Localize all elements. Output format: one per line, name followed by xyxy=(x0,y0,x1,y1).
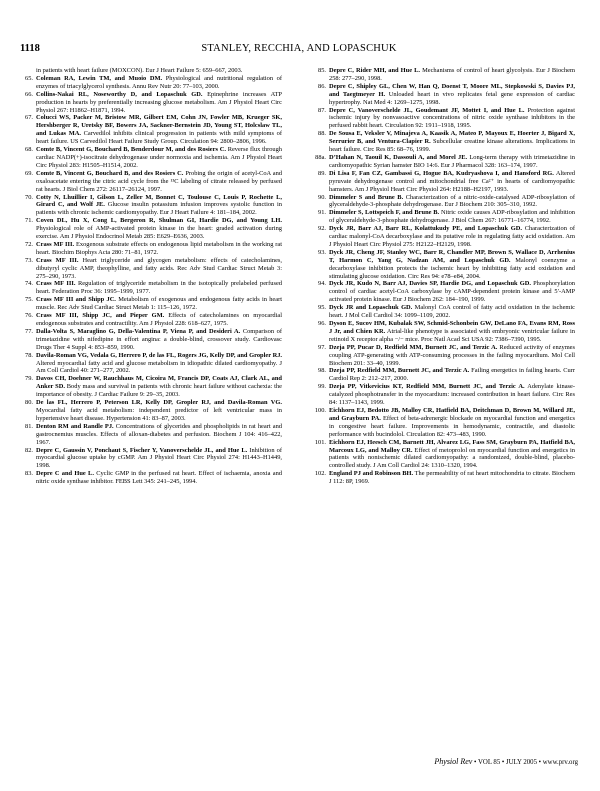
page-number: 1118 xyxy=(20,43,40,54)
reference-number: 100. xyxy=(314,406,326,414)
reference-authors: Depre C and Hue L. xyxy=(36,470,94,478)
reference-number: 88. xyxy=(318,130,326,138)
reference-authors: Di Lisa F, Fan CZ, Gambassi G, Hogue BA, Kudryashova I, and Hansford RG. xyxy=(329,169,554,177)
references-right-column xyxy=(313,67,575,486)
reference-number: 97. xyxy=(318,343,326,351)
reference-item xyxy=(313,170,575,194)
reference-citation: Atrial-like phenotype is associated with embryonic ventricular failure in retinoid X receptor alpha −/− mice. Proc Natl Acad Sci USA 92: 7386–7390, 1995. xyxy=(329,327,575,343)
reference-citation: Reduced activity of enzymes coupling ATP-generating with ATP-consuming processes in the failing myocardium. Mol Cell Biochem 201: 33–40, 1999. xyxy=(329,343,575,367)
reference-authors: Dyck JR, Kudo N, Barr AJ, Davies SP, Hardie DG, and Lopaschuk GD. xyxy=(329,280,531,288)
reference-number: 98. xyxy=(318,367,326,375)
reference-citation: Metabolism of exogenous and endogenous fatty acids in heart muscle. Rec Adv Stud Cardiac Struct Metab 1: 115–126, 1972. xyxy=(36,296,282,312)
reference-authors: Dimmeler S, Lottspeich F, and Brune B. xyxy=(329,209,440,217)
reference-item xyxy=(313,407,575,439)
reference-number: 69. xyxy=(25,169,33,177)
reference-authors: D’Hahan N, Taouil K, Dassouli A, and Morel JE. xyxy=(329,153,468,161)
reference-citation: Probing the origin of acetyl-CoA and oxaloacetate entering the citric acid cycle from the ¹³C labeling of citrate released by perfused rat hearts. J Biol Chem 272: 26117–26124, 1997. xyxy=(36,169,282,193)
reference-number: 94. xyxy=(318,280,326,288)
reference-citation: Characterization of cardiac malonyl-CoA decarboxylase and its putative role in regulating fatty acid oxidation. Am J Physiol Heart Circ Physiol 275: H2122–H2129, 1998. xyxy=(329,225,575,248)
reference-item xyxy=(20,241,282,257)
reference-item xyxy=(20,375,282,399)
reference-item xyxy=(20,470,282,486)
running-title: STANLEY, RECCHIA, AND LOPASCHUK xyxy=(201,43,397,54)
reference-item xyxy=(313,320,575,344)
reference-item xyxy=(313,470,575,486)
reference-authors: Eichhorn EJ, Bedotto JB, Malloy CR, Hatfield BA, Deitchman D, Brown M, Willard JE, and Grayburn PA. xyxy=(329,406,575,422)
reference-authors: Dyson E, Sucov HM, Kubalak SW, Schmid-Schonbein GW, DeLano FA, Evans RM, Ross J Jr, and Chien KR. xyxy=(329,320,575,335)
reference-authors: Crass MF III and Shipp JC. xyxy=(36,296,116,304)
reference-item xyxy=(20,146,282,170)
reference-number: 92. xyxy=(318,225,326,233)
reference-citation: Mechanisms of control of heart glycolysis. Eur J Biochem 258: 277–290, 1998. xyxy=(329,67,575,82)
reference-citation: Physiological role of AMP-activated protein kinase in the heart: graded activation during exercise. Am J Physiol Endocrinol Metab 285: E629–E636, 2003. xyxy=(36,225,282,241)
reference-item xyxy=(20,312,282,328)
reference-number: 95. xyxy=(318,304,326,312)
reference-number: 88a. xyxy=(315,153,326,161)
reference-citation: Heart triglyceride and glycogen metabolism: effects of catecholamines, dibutyryl cyclic AMP, theophylline, and fatty acids. Rec Adv Stud Cardiac Struct Metab 3: 275–290, 1973. xyxy=(36,256,282,280)
reference-authors: De las FL, Herrero P, Peterson LR, Kelly DP, Gropler RJ, and Davila-Roman VG. xyxy=(36,399,282,407)
reference-item xyxy=(20,399,282,423)
reference-citation: Cyclic GMP in the perfused rat heart. Effect of ischaemia, anoxia and nitric oxide synthase inhibitor. FEBS Lett 345: 241–245, 1994. xyxy=(36,470,282,486)
reference-number: 99. xyxy=(318,383,326,391)
reference-number: 74. xyxy=(25,280,33,288)
reference-citation: Long-term therapy with trimetazidine in cardiomyopathic Syrian hamster BIO 14:6. Eur J Pharmacol 328: 163–174, 1997. xyxy=(329,153,575,169)
reference-citation: Effects of catecholamines on myocardial endogenous substrates and contractility. Am J Physiol 228: 618–627, 1975. xyxy=(36,312,282,327)
reference-number: 82. xyxy=(25,446,33,454)
reference-citation: Physiological and nutritional regulation of enzymes of triacylglycerol synthesis. Annu Rev Nutr 20: 77–103, 2000. xyxy=(36,74,283,90)
reference-authors: Dzeja PP, Vitkevicius KT, Redfield MM, Burnett JC, and Terzic A. xyxy=(329,383,525,391)
reference-authors: Depre C, Gaussin V, Ponchaut S, Fischer Y, Vanoverschelde JL, and Hue L. xyxy=(36,446,248,454)
reference-item xyxy=(20,170,282,194)
reference-citation: Body mass and survival in patients with chronic heart failure without cachexia: the importance of obesity. J Cardiac Failure 9: 29–35, 2003. xyxy=(36,383,282,399)
reference-authors: Cotty N, Lhuillier I, Gilson L, Zeller M, Bonnet C, Toulouse C, Louis P, Rochette L, Girard C, and Wolf JE. xyxy=(36,193,282,209)
reference-number: 89. xyxy=(318,169,326,177)
footer-details: • VOL 85 • JULY 2005 • www.prv.org xyxy=(472,759,578,766)
reference-number: 101. xyxy=(314,438,326,446)
reference-authors: Dyck JR and Lopaschuk GD. xyxy=(329,304,413,312)
reference-number: 93. xyxy=(318,248,326,256)
reference-item xyxy=(20,352,282,376)
reference-item xyxy=(20,67,282,75)
reference-citation: Characterization of a nitric-oxide-catalysed ADP-ribosylation of glyceraldehyde-3-phosphate dehydrogenase. Eur J Biochem 210: 305–310, 1992. xyxy=(329,193,575,209)
reference-authors: Dyck JR, Cheng JF, Stanley WC, Barr R, Chandler MP, Brown S, Wallace D, Arrhenius T, Harmon C, Yang G, Nadzan AM, and Lopaschuk GD. xyxy=(329,248,575,264)
reference-number: 71. xyxy=(25,217,33,225)
reference-authors: De Sousa E, Veksler V, Minajeva A, Kaasik A, Mateo P, Mayoux E, Hoerter J, Bigard X, Serrurier B, and Ventura-Clapier R. xyxy=(329,130,575,146)
reference-item xyxy=(20,280,282,296)
reference-item xyxy=(313,249,575,281)
reference-citation: Subcellular creatine kinase alterations. Implications in heart failure. Circ Res 85: 68–76, 1999. xyxy=(329,138,575,154)
reference-authors: Colucci WS, Packer M, Bristow MR, Gilbert EM, Cohn JN, Fowler MB, Krueger SK, Hershberger R, Uretsky BF, Bowers JA, Sackner-Bernstein JD, Young ST, Holcslaw TL, and Lukas MA. xyxy=(36,114,282,138)
reference-citation: Phosphorylation control of cardiac acetyl-CoA carboxylase by cAMP-dependent protein kinase and 5′-AMP activated protein kinase. Eur J Biochem 262: 184–190, 1999. xyxy=(329,280,575,304)
reference-item xyxy=(20,217,282,241)
reference-number: 70. xyxy=(25,193,33,201)
reference-number: 75. xyxy=(25,296,33,304)
reference-citation: Nitric oxide causes ADP-ribosylation and inhibition of glyceraldehyde-3-phosphate dehydrogenase. J Biol Chem 267: 16771–16774, 1992. xyxy=(329,209,575,225)
reference-number: 72. xyxy=(25,240,33,248)
reference-citation: Reverse flux through cardiac NADP(+)-isocitrate dehydrogenase under normoxia and ischemia. Am J Physiol Heart Circ Physiol 283: H1505–H1514, 2002. xyxy=(36,146,282,169)
reference-item xyxy=(313,225,575,249)
reference-authors: Depre C, Vanoverschelde JL, Goudemant JF, Mottet I, and Hue L. xyxy=(329,106,525,114)
reference-item xyxy=(313,194,575,210)
reference-citation: The permeability of rat heart mitochondria to citrate. Biochem J 112: 8P, 1969. xyxy=(329,470,575,486)
reference-citation: Concentrations of glycerides and phospholipids in rat heart and gastrocnemius muscles. Effects of alloxan-diabetes and perfusion. Biochem J 104: 416–422, 1967. xyxy=(36,422,282,446)
reference-authors: Denton RM and Randle PJ. xyxy=(36,422,114,430)
reference-number: 78. xyxy=(25,351,33,359)
reference-number: 96. xyxy=(318,320,326,327)
reference-number: 76. xyxy=(25,312,33,320)
reference-item xyxy=(20,91,282,115)
reference-item xyxy=(20,328,282,352)
reference-item xyxy=(20,194,282,218)
reference-item xyxy=(313,280,575,304)
reference-number: 86. xyxy=(318,82,326,90)
reference-authors: Eichhorn EJ, Heesch CM, Barnett JH, Alvarez LG, Fass SM, Grayburn PA, Hatfield BA, Marcoux LG, and Malloy CR. xyxy=(329,438,575,454)
reference-number: 66. xyxy=(25,90,33,98)
reference-number: 67. xyxy=(25,114,33,122)
reference-item xyxy=(20,114,282,146)
reference-authors: Crass MF III. xyxy=(36,256,79,264)
reference-number: 83. xyxy=(25,470,33,478)
reference-number: 87. xyxy=(318,106,326,114)
reference-authors: Dzeja PP, Pucar D, Redfield MM, Burnett JC, and Terzic A. xyxy=(329,343,498,351)
reference-citation: Malonyl coenzyme a decarboxylase inhibition protects the ischemic heart by inhibiting fatty acid oxidation and stimulating glucose oxidation. Circ Res 94: e78–e84, 2004. xyxy=(329,256,575,280)
reference-citation: Myocardial fatty acid metabolism: independent predictor of left ventricular mass in hypertensive heart disease. Hypertension 41: 83–87, 2003. xyxy=(36,406,282,422)
reference-number: 77. xyxy=(25,327,33,335)
reference-number: 80. xyxy=(25,399,33,407)
reference-item xyxy=(313,304,575,320)
reference-citation: Protection against ischemic injury by nonvasoactive concentrations of nitric oxide synthase inhibitors in the perfused rabbit heart. Circulation 92: 1911–1918, 1995. xyxy=(329,106,575,130)
reference-authors: Crass MF III. xyxy=(36,280,76,288)
reference-authors: Coleman RA, Lewin TM, and Muoio DM. xyxy=(36,74,163,82)
reference-item xyxy=(20,447,282,471)
reference-number: 65. xyxy=(25,74,33,82)
reference-number: 79. xyxy=(25,375,33,383)
reference-citation: Glucose insulin potassium infusion improves systolic function in patients with chronic ischemic cardiomyopathy. Eur J Heart Failure 4: 181–184, 2002. xyxy=(36,201,282,217)
reference-citation: Exogenous substrate effects on endogenous lipid metabolism in the working rat heart. Biochim Biophys Acta 280: 71–81, 1972. xyxy=(36,240,283,256)
reference-citation: Unloaded heart in vivo replicates fetal gene expression of cardiac hypertrophy. Nat Med 4: 1269–1275, 1998. xyxy=(329,90,575,106)
reference-number: 73. xyxy=(25,256,33,264)
reference-item xyxy=(313,67,575,83)
reference-authors: Dimmeler S and Brune B. xyxy=(329,193,404,201)
reference-citation: Altered pyruvate dehydrogenase control and mitochondrial free Ca²⁺ in hearts of cardiomyopathic hamsters. Am J Physiol Heart Circ Physiol 264: H2188–H2197, 1993. xyxy=(329,169,575,193)
reference-authors: Comte B, Vincent G, Bouchard B, Benderdour M, and des Rosiers C. xyxy=(36,146,226,154)
reference-authors: Dzeja PP, Redfield MM, Burnett JC, and Terzic A. xyxy=(329,367,470,375)
reference-citation: Inhibition of myocardial glucose uptake by cGMP. Am J Physiol Heart Circ Physiol 274: H1443–H1449, 1998. xyxy=(36,446,282,470)
reference-item xyxy=(313,209,575,225)
reference-number: 81. xyxy=(25,422,33,430)
page-header xyxy=(20,42,578,56)
reference-authors: Dalla-Volta S, Maraglino G, Della-Valentina P, Viena P, and Desideri A. xyxy=(36,327,241,335)
reference-item xyxy=(313,367,575,383)
reference-citation: Adenylate kinase-catalyzed phosphotransfer in the myocardium: increased contribution in heart failure. Circ Res 84: 1137–1143, 1999. xyxy=(329,383,576,407)
reference-citation: Malonyl CoA control of fatty acid oxidation in the ischemic heart. J Mol Cell Cardiol 34: 1099–1109, 2002. xyxy=(329,304,575,320)
reference-citation: Comparison of trimetazidine with nifedipine in effort angina: a double-blind, crossover study. Cardiovasc Drugs Ther 4 Suppl 4: 853–859, 1990. xyxy=(36,327,282,351)
reference-item xyxy=(313,130,575,154)
reference-number: 91. xyxy=(318,209,326,217)
reference-authors: Crass MF III. xyxy=(36,240,75,248)
reference-authors: Davila-Roman VG, Vedala G, Herrero P, de las FL, Rogers JG, Kelly DP, and Gropler RJ. xyxy=(36,351,282,359)
reference-authors: Depre C, Rider MH, and Hue L. xyxy=(329,67,420,74)
reference-authors: Dyck JR, Barr AJ, Barr RL, Kolattukudy PE, and Lopaschuk GD. xyxy=(329,225,522,233)
references-left-column xyxy=(20,67,282,486)
reference-authors: Davos CH, Doehner W, Rauchhaus M, Cicoira M, Francis DP, Coats AJ, Clark AL, and Anker SD. xyxy=(36,375,282,391)
reference-item xyxy=(20,423,282,447)
reference-number: 102. xyxy=(314,470,326,478)
page-footer xyxy=(20,756,578,768)
reference-item xyxy=(313,107,575,131)
reference-number: 68. xyxy=(25,146,33,154)
reference-item xyxy=(313,83,575,107)
reference-authors: Coven DL, Hu X, Cong L, Bergeron R, Shulman GI, Hardie DG, and Young LH. xyxy=(36,217,282,225)
reference-citation: Epinephrine increases ATP production in hearts by preferentially increasing glucose metabolism. Am J Physiol Heart Circ Physiol 267: H1862–H1871, 1994. xyxy=(36,90,282,114)
reference-item xyxy=(313,383,575,407)
reference-authors: England PJ and Robinson BH. xyxy=(329,470,414,478)
reference-citation: Regulation of triglyceride metabolism in the isotopically prelabeled perfused heart. Federation Proc 36: 1995–1999, 1977. xyxy=(36,280,283,296)
reference-citation: Failing energetics in failing hearts. Curr Cardiol Rep 2: 212–217, 2000. xyxy=(329,367,575,383)
reference-authors: Comte B, Vincent G, Bouchard B, and des Rosiers C. xyxy=(36,169,184,177)
reference-authors: Depre C, Shipley GL, Chen W, Han Q, Doenst T, Moore ML, Stepkowski S, Davies PJ, and Taegtmeyer H. xyxy=(329,82,575,98)
reference-number: 90. xyxy=(318,193,326,201)
reference-item xyxy=(313,439,575,471)
reference-item xyxy=(20,75,282,91)
reference-item xyxy=(313,154,575,170)
reference-citation: Carvedilol inhibits clinical progression in patients with mild symptoms of heart failure. US Carvedilol Heart Failure Study Group. Circulation 94: 2800–2806, 1996. xyxy=(36,130,283,146)
reference-number: 85. xyxy=(318,67,326,74)
reference-authors: Collins-Nakai RL, Noseworthy D, and Lopaschuk GD. xyxy=(36,90,203,98)
reference-item xyxy=(20,296,282,312)
reference-authors: Crass MF III, Shipp JC, and Pieper GM. xyxy=(36,312,165,320)
reference-item xyxy=(313,344,575,368)
footer-journal: Physiol Rev xyxy=(434,757,473,766)
reference-citation: in patients with heart failure (MOXCON). Eur J Heart Failure 5: 659–667, 2003. xyxy=(36,67,243,74)
reference-item xyxy=(20,257,282,281)
reference-citation: Effect of metoprolol on myocardial function and energetics in patients with nonischemic dilated cardiomyopathy: a randomized, double-blind, placebo-controlled study. J Am Coll Cardiol 24: 1310–1320, 1994. xyxy=(329,446,575,470)
reference-citation: Altered myocardial fatty acid and glucose metabolism in idiopathic dilated cardiomyopathy. J Am Coll Cardiol 40: 271–277, 2002. xyxy=(36,359,282,375)
reference-citation: Effect of beta-adrenergic blockade on myocardial function and energetics in congestive heart failure. Improvements in hemodynamic, contractile, and diastolic performance with bucindolol. Circulation 82: 473–483, 1990. xyxy=(329,414,575,438)
